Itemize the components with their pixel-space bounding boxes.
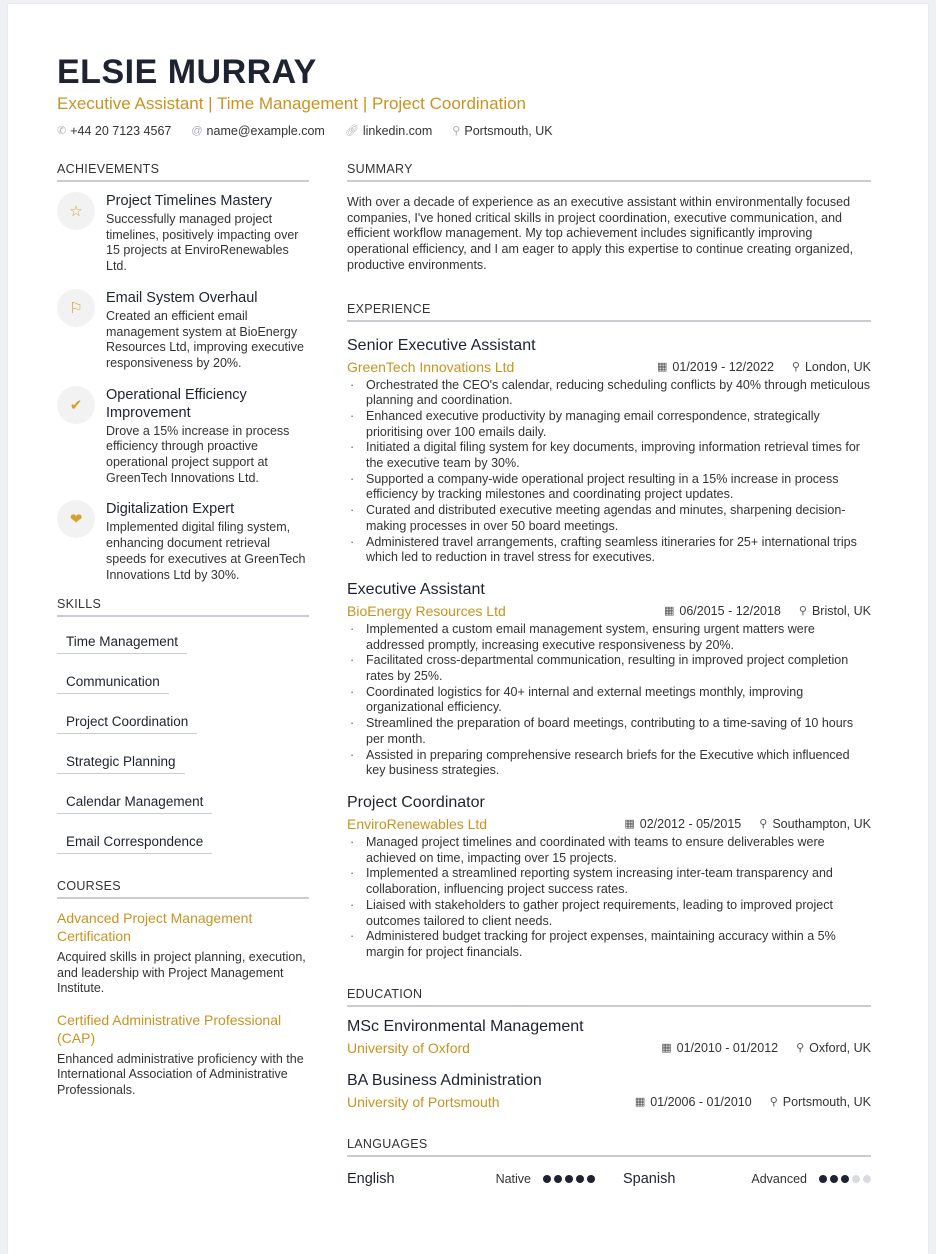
job-title: Executive Assistant bbox=[347, 580, 485, 598]
achievement-item bbox=[57, 289, 309, 372]
contact-email-text: name@example.com bbox=[206, 124, 325, 138]
degree-title: BA Business Administration bbox=[347, 1071, 542, 1089]
calendar-icon: ▦ bbox=[657, 360, 668, 373]
job-company: EnviroRenewables Ltd bbox=[347, 815, 488, 832]
contact-phone-text: +44 20 7123 4567 bbox=[70, 124, 172, 138]
check-icon: ✔ bbox=[57, 386, 95, 424]
job-location: Southampton, UK bbox=[772, 816, 871, 831]
language-rating bbox=[543, 1175, 595, 1183]
location-icon: ⚲ bbox=[791, 360, 800, 373]
achievement-title: Email System Overhaul bbox=[106, 289, 258, 306]
achievement-desc: Successfully managed project timelines, positively impacting over 15 projects at EnviroRenewables Ltd. bbox=[106, 212, 299, 274]
skill-tag: Communication bbox=[57, 674, 169, 694]
calendar-icon: ▦ bbox=[634, 1095, 646, 1108]
course-item bbox=[57, 1011, 309, 1099]
contact-location bbox=[452, 123, 552, 139]
calendar-icon: ▦ bbox=[661, 1041, 672, 1054]
education-heading: EDUCATION bbox=[347, 987, 871, 1007]
achievement-item bbox=[57, 500, 309, 583]
heart-icon: ❤ bbox=[57, 500, 95, 538]
rating-dot-empty bbox=[852, 1175, 860, 1183]
achievement-item bbox=[57, 192, 309, 275]
job-bullet: · Streamlined the preparation of board meetings, contributing to a time-saving of 10 hours per month. bbox=[347, 716, 871, 747]
course-item bbox=[57, 909, 309, 997]
job-entry bbox=[347, 336, 871, 566]
job-bullet: · Coordinated logistics for 40+ internal and external meetings monthly, improving organizational efficiency. bbox=[347, 685, 871, 716]
achievements-heading: ACHIEVEMENTS bbox=[57, 162, 309, 182]
achievement-desc: Implemented digital filing system, enhancing document retrieval speeds for executives at GreenTech Innovations Ltd by 30%. bbox=[106, 520, 306, 582]
edu-location: Portsmouth, UK bbox=[782, 1094, 871, 1109]
job-bullet: · Assisted in preparing comprehensive research briefs for the Executive which influenced key business strategies. bbox=[347, 748, 871, 779]
summary-heading: SUMMARY bbox=[347, 162, 871, 182]
contact-linkedin[interactable] bbox=[345, 123, 432, 139]
languages-list bbox=[347, 1171, 871, 1187]
skills-list bbox=[57, 633, 309, 873]
language-name: Spanish bbox=[623, 1170, 676, 1187]
candidate-subtitle: Executive Assistant | Time Management | Project Coordination bbox=[57, 94, 527, 113]
job-bullet: · Managed project timelines and coordinated with teams to ensure deliverables were achieved on time, impacting over 15 projects. bbox=[347, 835, 871, 866]
contact-row bbox=[57, 123, 887, 139]
phone-icon: ✆ bbox=[57, 125, 67, 137]
job-bullet: · Enhanced executive productivity by managing email correspondence, strategically prioritising over 100 emails daily. bbox=[347, 409, 871, 440]
course-desc: Acquired skills in project planning, execution, and leadership with Project Management Institute. bbox=[57, 950, 306, 996]
job-bullet: · Administered budget tracking for project expenses, maintaining accuracy within a 5% margin for project financials. bbox=[347, 929, 871, 960]
job-company: GreenTech Innovations Ltd bbox=[347, 358, 515, 375]
education-entry bbox=[347, 1017, 871, 1057]
contact-linkedin-text: linkedin.com bbox=[362, 124, 433, 138]
skill-tag: Calendar Management bbox=[57, 794, 212, 814]
job-company: BioEnergy Resources Ltd bbox=[347, 602, 506, 619]
candidate-name: ELSIE MURRAY bbox=[57, 53, 317, 91]
achievement-desc: Created an efficient email management system at BioEnergy Resources Ltd, improving executive responsiveness by 20%. bbox=[106, 308, 305, 370]
calendar-icon: ▦ bbox=[624, 817, 635, 830]
job-entry bbox=[347, 793, 871, 961]
job-bullets bbox=[347, 378, 871, 566]
resume-header bbox=[57, 54, 887, 139]
job-bullet: · Facilitated cross-departmental communication, resulting in improved project completion rates by 25%. bbox=[347, 653, 871, 684]
education-entry bbox=[347, 1071, 871, 1111]
job-bullet: · Implemented a streamlined reporting system increasing inter-team transparency and collaboration, influencing project success rates. bbox=[347, 866, 871, 897]
language-rating bbox=[819, 1175, 871, 1183]
language-level: Native bbox=[495, 1171, 531, 1186]
job-entry bbox=[347, 580, 871, 779]
job-location: Bristol, UK bbox=[811, 603, 871, 618]
job-bullet: · Liaised with stakeholders to gather project requirements, leading to improved project outcomes tailored to client needs. bbox=[347, 898, 871, 929]
degree-title: MSc Environmental Management bbox=[347, 1017, 584, 1035]
job-title: Project Coordinator bbox=[347, 793, 485, 811]
job-bullet: · Implemented a custom email management system, ensuring urgent matters were addressed promptly, increasing executive responsiveness by 20%. bbox=[347, 622, 871, 653]
location-icon: ⚲ bbox=[796, 1041, 805, 1054]
skills-heading: SKILLS bbox=[57, 597, 309, 617]
courses-heading: COURSES bbox=[57, 879, 309, 899]
achievements-list bbox=[57, 192, 309, 583]
rating-dot-empty bbox=[863, 1175, 871, 1183]
rating-dot-filled bbox=[830, 1175, 838, 1183]
edu-dates: 01/2006 - 01/2010 bbox=[650, 1094, 752, 1109]
job-bullet: · Orchestrated the CEO's calendar, reducing scheduling conflicts by 40% through meticulous planning and coordination. bbox=[347, 378, 871, 409]
skill-tag: Project Coordination bbox=[57, 714, 197, 734]
achievement-title: Project Timelines Mastery bbox=[106, 193, 272, 209]
course-title: Certified Administrative Professional (CAP) bbox=[57, 1011, 282, 1046]
flag-icon: ⚐ bbox=[57, 289, 95, 327]
experience-heading: EXPERIENCE bbox=[347, 302, 871, 322]
skill-tag: Strategic Planning bbox=[57, 754, 185, 774]
language-item bbox=[347, 1171, 595, 1187]
resume-page bbox=[8, 4, 928, 1254]
achievement-item bbox=[57, 386, 309, 487]
job-bullet: · Curated and distributed executive meeting agendas and minutes, sharpening decision-making processes in over 50 board meetings. bbox=[347, 503, 871, 534]
job-bullets bbox=[347, 835, 871, 961]
language-level: Advanced bbox=[751, 1171, 807, 1186]
language-item bbox=[623, 1171, 871, 1187]
languages-heading: LANGUAGES bbox=[347, 1137, 871, 1157]
language-name: English bbox=[347, 1170, 395, 1187]
job-dates: 06/2015 - 12/2018 bbox=[679, 603, 781, 618]
rating-dot-filled bbox=[565, 1175, 573, 1183]
summary-text: With over a decade of experience as an executive assistant within environmentally focused companies, I've honed critical skills in project coordination, executive communication, and efficient workflow management. My top achievement includes significantly improving operational efficiency, and I am eager to apply this expertise to continue creating organized, productive environments. bbox=[347, 195, 854, 272]
school-name: University of Oxford bbox=[347, 1039, 470, 1056]
skill-tag: Time Management bbox=[57, 634, 187, 654]
achievement-desc: Drove a 15% increase in process efficiency through proactive operational project support at GreenTech Innovations Ltd. bbox=[106, 423, 290, 485]
edu-dates: 01/2010 - 01/2012 bbox=[676, 1040, 779, 1055]
rating-dot-filled bbox=[554, 1175, 562, 1183]
job-dates: 01/2019 - 12/2022 bbox=[672, 359, 774, 374]
rating-dot-filled bbox=[543, 1175, 551, 1183]
school-name: University of Portsmouth bbox=[347, 1093, 500, 1110]
contact-phone bbox=[57, 123, 171, 139]
job-dates: 02/2012 - 05/2015 bbox=[639, 816, 742, 831]
location-icon: ⚲ bbox=[769, 1095, 778, 1108]
at-icon: @ bbox=[191, 125, 203, 137]
edu-location: Oxford, UK bbox=[809, 1040, 871, 1055]
location-icon: ⚲ bbox=[759, 817, 768, 830]
job-location: London, UK bbox=[804, 359, 871, 374]
achievement-title: Operational Efficiency Improvement bbox=[106, 386, 247, 421]
left-column bbox=[57, 162, 309, 1098]
link-icon: 🔗︎ bbox=[344, 125, 359, 137]
location-icon: ⚲ bbox=[452, 125, 461, 137]
rating-dot-filled bbox=[576, 1175, 584, 1183]
rating-dot-filled bbox=[587, 1175, 595, 1183]
rating-dot-filled bbox=[841, 1175, 849, 1183]
job-bullet: · Administered travel arrangements, crafting seamless itineraries for 25+ international trips which led to reduction in travel stress for executives. bbox=[347, 535, 871, 566]
contact-email[interactable] bbox=[191, 123, 324, 139]
location-icon: ⚲ bbox=[798, 604, 807, 617]
skill-tag: Email Correspondence bbox=[57, 834, 212, 854]
course-desc: Enhanced administrative proficiency with the International Association of Administrative Professionals. bbox=[57, 1051, 304, 1097]
achievement-title: Digitalization Expert bbox=[106, 501, 235, 518]
contact-location-text: Portsmouth, UK bbox=[464, 124, 553, 138]
star-icon: ☆ bbox=[57, 192, 95, 230]
right-column bbox=[347, 162, 871, 1187]
calendar-icon: ▦ bbox=[664, 604, 675, 617]
job-bullet: · Supported a company-wide operational project resulting in a 15% increase in process efficiency by tracking milestones and coordinating project updates. bbox=[347, 472, 871, 503]
rating-dot-filled bbox=[819, 1175, 827, 1183]
job-title: Senior Executive Assistant bbox=[347, 336, 536, 354]
course-title: Advanced Project Management Certification bbox=[57, 910, 253, 945]
job-bullet: · Initiated a digital filing system for key documents, improving information retrieval times for the executive team by 30%. bbox=[347, 440, 871, 471]
job-bullets bbox=[347, 622, 871, 779]
